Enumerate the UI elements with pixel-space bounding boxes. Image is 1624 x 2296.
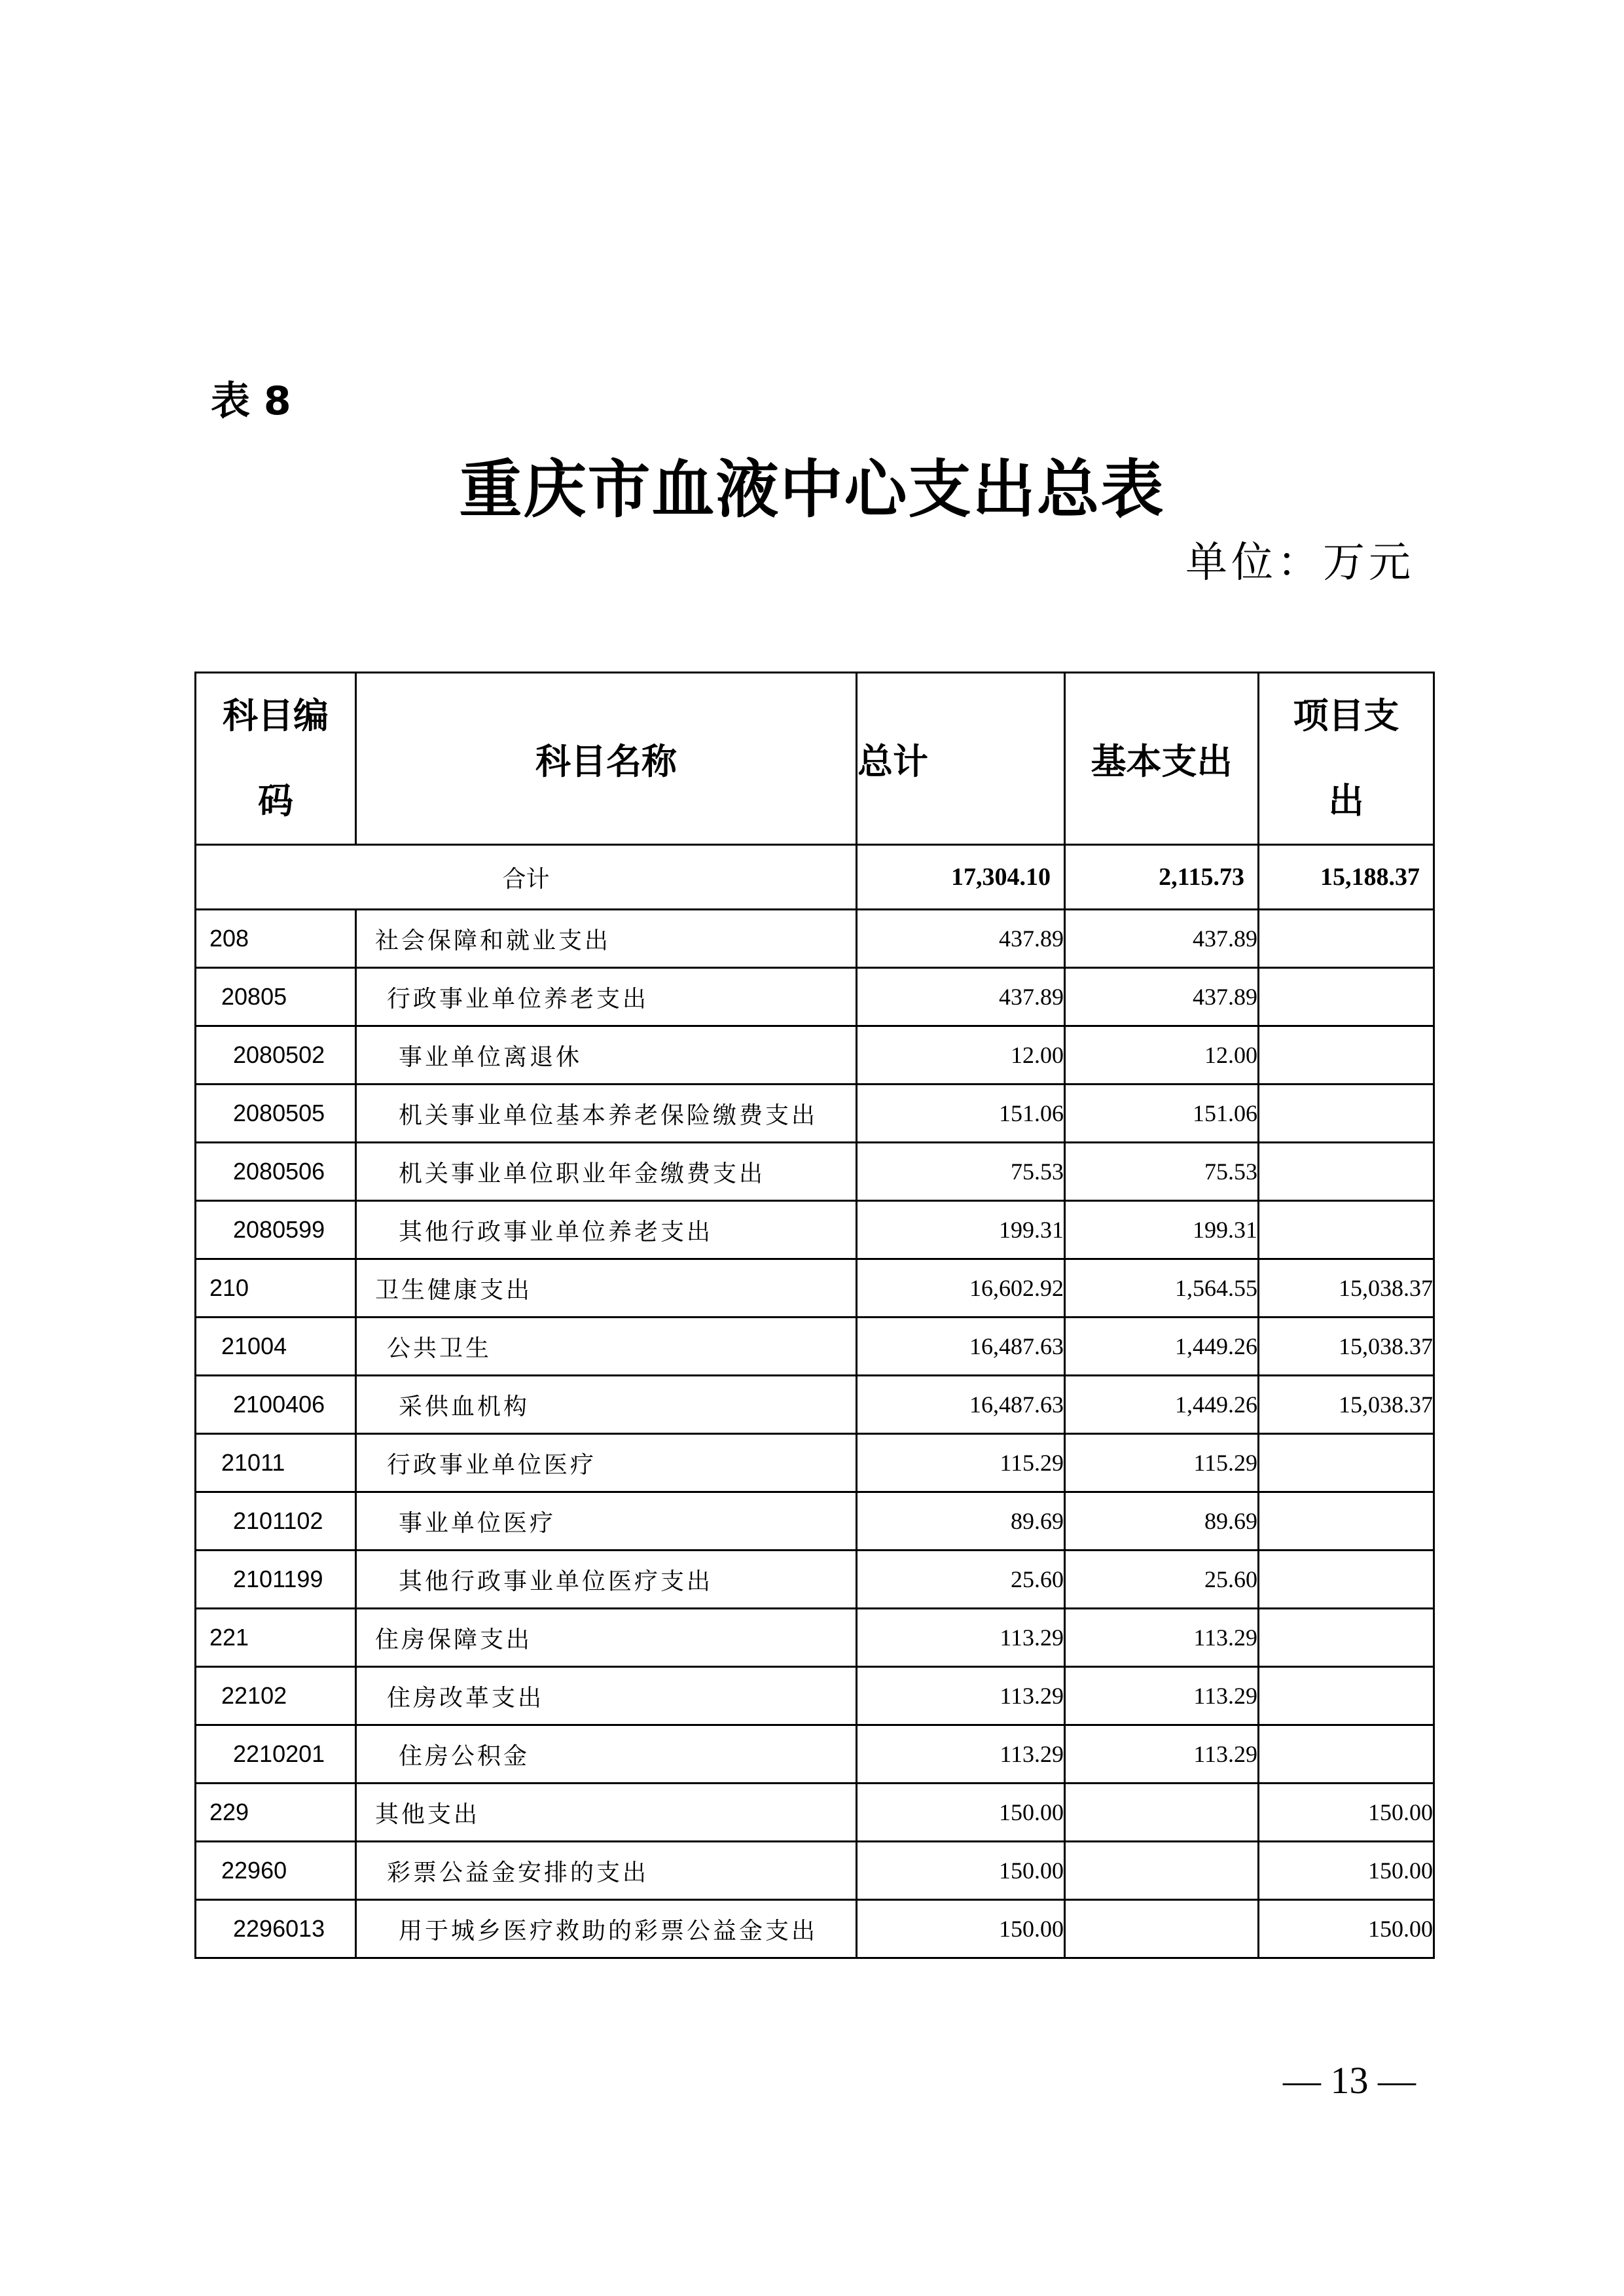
row-project bbox=[1259, 1725, 1434, 1784]
total-label: 合计 bbox=[196, 845, 857, 910]
table-row bbox=[196, 968, 1434, 1026]
row-basic: 1,564.55 bbox=[1065, 1259, 1259, 1318]
row-project: 15,038.37 bbox=[1259, 1376, 1434, 1434]
row-code: 2100406 bbox=[196, 1376, 356, 1434]
row-basic: 437.89 bbox=[1065, 910, 1259, 968]
total-basic: 2,115.73 bbox=[1065, 845, 1259, 910]
row-total: 151.06 bbox=[857, 1085, 1065, 1143]
row-basic: 113.29 bbox=[1065, 1667, 1259, 1725]
table-row bbox=[196, 1143, 1434, 1201]
header-project-line1: 项目支 bbox=[1293, 695, 1399, 736]
header-project bbox=[1259, 673, 1434, 845]
row-basic: 437.89 bbox=[1065, 968, 1259, 1026]
header-row bbox=[196, 673, 1434, 845]
table-row bbox=[196, 1318, 1434, 1376]
row-project: 15,038.37 bbox=[1259, 1259, 1434, 1318]
row-name: 其他支出 bbox=[356, 1784, 857, 1842]
table-row bbox=[196, 1201, 1434, 1259]
row-project bbox=[1259, 1085, 1434, 1143]
table-row bbox=[196, 1667, 1434, 1725]
row-basic bbox=[1065, 1900, 1259, 1958]
row-name: 住房公积金 bbox=[356, 1725, 857, 1784]
table-row bbox=[196, 1376, 1434, 1434]
row-code: 22960 bbox=[196, 1842, 356, 1900]
table-row bbox=[196, 1725, 1434, 1784]
row-basic: 89.69 bbox=[1065, 1492, 1259, 1551]
row-project bbox=[1259, 1434, 1434, 1492]
table-row bbox=[196, 1434, 1434, 1492]
row-total: 150.00 bbox=[857, 1900, 1065, 1958]
row-basic: 199.31 bbox=[1065, 1201, 1259, 1259]
expenditure-table bbox=[194, 672, 1435, 1959]
row-name: 事业单位离退休 bbox=[356, 1026, 857, 1085]
row-name: 行政事业单位养老支出 bbox=[356, 968, 857, 1026]
row-code: 2080505 bbox=[196, 1085, 356, 1143]
row-code: 2210201 bbox=[196, 1725, 356, 1784]
row-code: 21004 bbox=[196, 1318, 356, 1376]
row-basic bbox=[1065, 1842, 1259, 1900]
row-code: 22102 bbox=[196, 1667, 356, 1725]
row-total: 16,602.92 bbox=[857, 1259, 1065, 1318]
row-project bbox=[1259, 1143, 1434, 1201]
row-code: 2080502 bbox=[196, 1026, 356, 1085]
header-total: 总计 bbox=[857, 673, 1065, 845]
row-total: 12.00 bbox=[857, 1026, 1065, 1085]
row-name: 行政事业单位医疗 bbox=[356, 1434, 857, 1492]
row-project: 150.00 bbox=[1259, 1900, 1434, 1958]
row-name: 彩票公益金安排的支出 bbox=[356, 1842, 857, 1900]
row-code: 221 bbox=[196, 1609, 356, 1667]
row-name: 公共卫生 bbox=[356, 1318, 857, 1376]
header-project-line2: 出 bbox=[1328, 780, 1364, 821]
page-number: — 13 — bbox=[1283, 2059, 1416, 2102]
row-project bbox=[1259, 1492, 1434, 1551]
unit-label: 单位：万元 bbox=[1185, 539, 1415, 587]
row-total: 113.29 bbox=[857, 1667, 1065, 1725]
row-name: 用于城乡医疗救助的彩票公益金支出 bbox=[356, 1900, 857, 1958]
row-code: 2080599 bbox=[196, 1201, 356, 1259]
header-basic: 基本支出 bbox=[1065, 673, 1259, 845]
row-total: 113.29 bbox=[857, 1725, 1065, 1784]
row-name: 卫生健康支出 bbox=[356, 1259, 857, 1318]
row-project: 150.00 bbox=[1259, 1842, 1434, 1900]
table-row bbox=[196, 910, 1434, 968]
table-row bbox=[196, 1026, 1434, 1085]
table-row bbox=[196, 1900, 1434, 1958]
row-basic: 113.29 bbox=[1065, 1609, 1259, 1667]
row-basic: 1,449.26 bbox=[1065, 1318, 1259, 1376]
row-basic: 1,449.26 bbox=[1065, 1376, 1259, 1434]
header-code-line1: 科目编 bbox=[223, 695, 329, 736]
row-name: 采供血机构 bbox=[356, 1376, 857, 1434]
row-name: 其他行政事业单位医疗支出 bbox=[356, 1551, 857, 1609]
table-row bbox=[196, 1551, 1434, 1609]
row-total: 25.60 bbox=[857, 1551, 1065, 1609]
page-title: 重庆市血液中心支出总表 bbox=[459, 452, 1165, 526]
row-basic: 75.53 bbox=[1065, 1143, 1259, 1201]
row-project bbox=[1259, 1609, 1434, 1667]
row-code: 2296013 bbox=[196, 1900, 356, 1958]
row-project bbox=[1259, 1551, 1434, 1609]
row-project bbox=[1259, 1026, 1434, 1085]
row-code: 20805 bbox=[196, 968, 356, 1026]
row-code: 208 bbox=[196, 910, 356, 968]
row-total: 437.89 bbox=[857, 910, 1065, 968]
row-total: 89.69 bbox=[857, 1492, 1065, 1551]
header-code-line2: 码 bbox=[258, 780, 293, 821]
row-name: 事业单位医疗 bbox=[356, 1492, 857, 1551]
row-basic: 12.00 bbox=[1065, 1026, 1259, 1085]
row-project bbox=[1259, 1201, 1434, 1259]
row-name: 社会保障和就业支出 bbox=[356, 910, 857, 968]
row-total: 150.00 bbox=[857, 1784, 1065, 1842]
table-row bbox=[196, 1609, 1434, 1667]
header-name: 科目名称 bbox=[356, 673, 857, 845]
table-row bbox=[196, 1085, 1434, 1143]
row-name: 其他行政事业单位养老支出 bbox=[356, 1201, 857, 1259]
row-code: 2101199 bbox=[196, 1551, 356, 1609]
row-code: 2101102 bbox=[196, 1492, 356, 1551]
table-row bbox=[196, 1492, 1434, 1551]
total-project: 15,188.37 bbox=[1259, 845, 1434, 910]
table-row bbox=[196, 1784, 1434, 1842]
row-name: 住房改革支出 bbox=[356, 1667, 857, 1725]
row-basic: 115.29 bbox=[1065, 1434, 1259, 1492]
row-basic bbox=[1065, 1784, 1259, 1842]
row-code: 21011 bbox=[196, 1434, 356, 1492]
row-total: 199.31 bbox=[857, 1201, 1065, 1259]
row-basic: 113.29 bbox=[1065, 1725, 1259, 1784]
row-name: 机关事业单位职业年金缴费支出 bbox=[356, 1143, 857, 1201]
total-row bbox=[196, 845, 1434, 910]
row-project bbox=[1259, 1667, 1434, 1725]
row-total: 75.53 bbox=[857, 1143, 1065, 1201]
row-code: 2080506 bbox=[196, 1143, 356, 1201]
row-project: 150.00 bbox=[1259, 1784, 1434, 1842]
header-code bbox=[196, 673, 356, 845]
row-total: 150.00 bbox=[857, 1842, 1065, 1900]
row-code: 229 bbox=[196, 1784, 356, 1842]
table-row bbox=[196, 1259, 1434, 1318]
row-code: 210 bbox=[196, 1259, 356, 1318]
total-sum: 17,304.10 bbox=[857, 845, 1065, 910]
table-label: 表 8 bbox=[211, 378, 291, 424]
row-basic: 151.06 bbox=[1065, 1085, 1259, 1143]
row-total: 113.29 bbox=[857, 1609, 1065, 1667]
row-basic: 25.60 bbox=[1065, 1551, 1259, 1609]
row-total: 437.89 bbox=[857, 968, 1065, 1026]
row-total: 16,487.63 bbox=[857, 1376, 1065, 1434]
row-project: 15,038.37 bbox=[1259, 1318, 1434, 1376]
table-row bbox=[196, 1842, 1434, 1900]
row-project bbox=[1259, 910, 1434, 968]
row-project bbox=[1259, 968, 1434, 1026]
row-name: 机关事业单位基本养老保险缴费支出 bbox=[356, 1085, 857, 1143]
row-total: 115.29 bbox=[857, 1434, 1065, 1492]
row-name: 住房保障支出 bbox=[356, 1609, 857, 1667]
row-total: 16,487.63 bbox=[857, 1318, 1065, 1376]
